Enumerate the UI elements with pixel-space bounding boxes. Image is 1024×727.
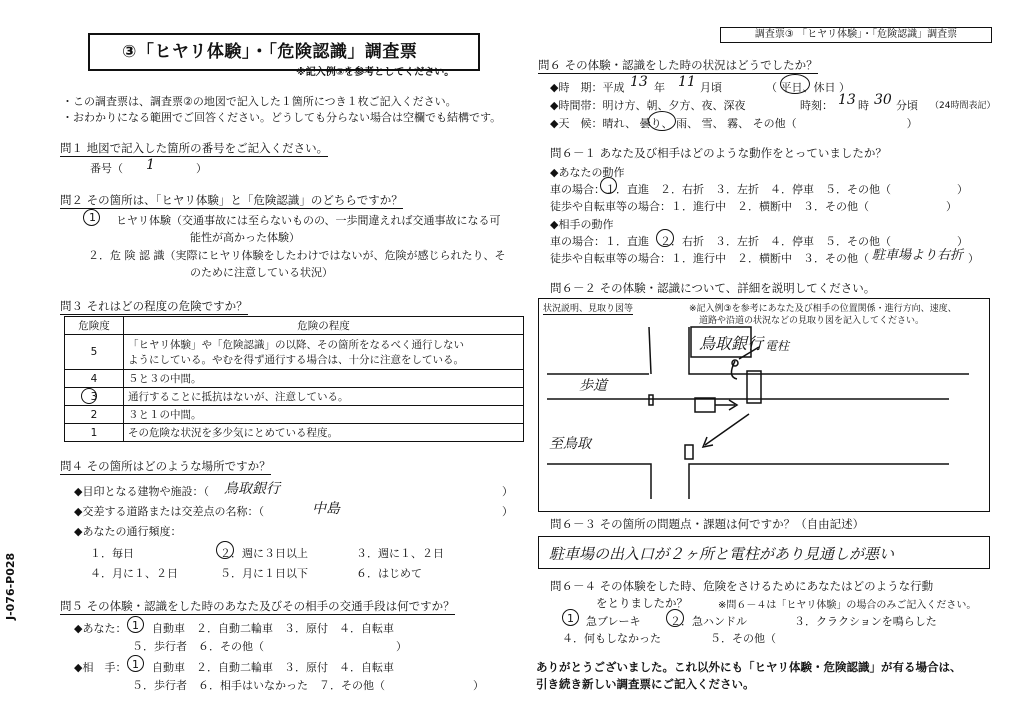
q5-other-label: ◆相 手： [74,661,127,674]
q6-1-you-heading: ◆あなたの動作 [550,166,625,179]
q6-4-option-3[interactable]: ３．クラクションを鳴らした [794,615,937,628]
q6-1-question: 問６－１ あなた及び相手はどのような動作をとっていましたか？ [550,146,887,160]
danger-level-table [64,316,524,442]
q2-option-2[interactable]: ２．危 険 認 識（実際にヒヤリ体験をしたわけではないが、危険が感じられたり、そ [88,249,506,262]
intro-line-1: ・この調査票は、調査票②の地図で記入した１箇所につき１枚ご記入ください。 [62,95,457,108]
q6-1-other-car[interactable]: 車の場合：１．直進 ２．右折 ３．左折 ４．停車 ５．その他（ ） [550,235,968,248]
footer-line-2: 引き続き新しい調査票にご記入ください。 [536,677,755,691]
sketch-box-title: 状況説明、見取り図等 [543,301,633,315]
desc-cell [124,335,524,370]
sketch-map-drawing [539,299,991,513]
q6-period-label[interactable]: ◆時間帯：明け方、朝、夕方、夜、深夜 [550,99,746,112]
q6-1-other-walk-close: ） [968,252,979,265]
col-header-level: 危険度 [65,317,124,335]
table-row[interactable] [65,406,524,424]
q6-clock-label: 時刻： [800,99,833,112]
to-tottori-label: 至鳥取 [549,436,591,452]
level-selected-circle [81,388,97,404]
q6-month-value[interactable]: 11 [678,74,696,90]
q6-clock-hour[interactable]: 13 [838,92,856,108]
desc-line-1: 「ヒヤリ体験」や「危険認識」の以降、その箇所をなるべく通行しない [128,339,464,351]
q6-3-answer: 駐車場の出入口が２ヶ所と電柱があり見通しが悪い [549,545,895,563]
q4-landmark-close: ） [502,485,513,498]
q5-other-row2[interactable]: ５．歩行者 ６．相手はいなかった ７．その他（ ） [132,679,484,692]
desc-cell: ５と３の中間。 [124,370,524,388]
pole-label: 電柱 [765,339,790,353]
q6-1-other-heading: ◆相手の動作 [550,218,614,231]
level-cell: 1 [65,424,124,442]
q6-year-value[interactable]: 13 [630,74,648,90]
q4-landmark-value[interactable]: 鳥取銀行 [224,481,280,497]
q6-1-other-right-circle [656,229,674,247]
q4-intersection-value[interactable]: 中島 [312,501,340,517]
q5-other-row1[interactable]: 自動車 ２．自動二輪車 ３．原付 ４．自転車 [152,661,394,674]
level-cell: 4 [65,370,124,388]
road-edge [689,464,949,499]
top-right-header: 調査票③ 「ヒヤリ体験」・「危険認識」調査票 [720,27,992,43]
sidewalk-label: 歩道 [579,378,607,394]
sketch-note-2: 道路や沿道の状況などの見取り図を記入してください。 [699,316,925,326]
vehicle-rect [747,371,761,403]
desc-cell: 通行することに抵抗はないが、注意している。 [124,388,524,406]
q6-2-question: 問６－２ その体験・認識について、詳細を説明してください。 [550,281,876,295]
freq-option-5[interactable]: ５．月に１日以下 [220,567,308,580]
q2-opt1-number: 1 [89,211,96,224]
q6-1-other-walk-value[interactable]: 駐車場より右折 [872,248,964,263]
q6-4-option-2[interactable]: ２．急ハンドル [670,615,747,628]
q6-4-option-1[interactable]: 急ブレーキ [586,615,641,628]
q6-clock-note: （24時間表記） [930,101,996,111]
q6-4-note: ※問６－４は「ヒヤリ体験」の場合のみご記入ください。 [718,600,977,611]
q6-4-question: 問６－４ その体験をした時、危険をさけるためにあなたはどのような行動 [550,579,934,593]
q2-option-1[interactable]: ヒヤリ体験（交通事故には至らないものの、一歩間違えれば交通事故になる可 [116,214,501,227]
q2-option-1-cont: 能性が高かった体験） [190,231,300,244]
q6-1-you-car[interactable]: 車の場合：１．直進 ２．右折 ３．左折 ４．停車 ５．その他（ ） [550,183,968,196]
q4-frequency-label: ◆あなたの通行頻度： [74,525,182,538]
freq-option-3[interactable]: ３．週に１、２日 [356,547,444,560]
pole-marker [732,360,738,366]
intro-line-2: ・おわかりになる範囲でご回答ください。どうしても分らない場合は空欄でも結構です。 [62,111,502,124]
q6-question: 問６ その体験・認識をした時の状況はどうでしたか？ [538,58,818,72]
q5-question: 問５ その体験・認識をした時のあなた及びその相手の交通手段は何ですか？ [60,599,455,613]
sketch-arrow [705,414,749,445]
q5-other-opt1-number: 1 [132,658,139,671]
q5-you-row2[interactable]: ５．歩行者 ６．その他（ ） [132,640,407,653]
sketch-map-box[interactable] [538,298,990,512]
q4-question: 問４ その箇所はどのような場所ですか？ [60,459,271,473]
q6-year-suffix: 年 [654,81,665,94]
q6-4-opt2-circle [666,609,684,627]
level-cell [65,388,124,406]
road-edge [649,327,651,374]
table-row[interactable] [65,424,524,442]
q6-3-answer-box[interactable] [538,536,990,569]
freq-selected-circle [216,541,234,559]
page-title: ③「ヒヤリ体験」・「危険認識」調査票 [122,42,418,62]
freq-option-1[interactable]: １．毎日 [90,547,134,560]
q2-option-2-cont: のために注意している状況） [190,266,333,279]
q1-question: 問１ 地図で記入した箇所の番号をご記入ください。 [60,141,329,155]
q1-close: ） [196,162,207,175]
sign-post [685,445,693,459]
table-row[interactable] [65,388,524,406]
q6-4-option-5[interactable]: ５．その他（ [710,632,776,645]
q6-1-you-straight-circle [600,177,617,194]
freq-option-6[interactable]: ６．はじめて [356,567,422,580]
q4-intersection-label: ◆交差する道路または交差点の名称：（ [74,505,264,518]
q6-4-option-4[interactable]: ４．何もしなかった [562,632,661,645]
freq-option-2[interactable]: ２．週に３日以上 [220,547,308,560]
side-code: J-076-P028 [4,552,17,620]
table-row[interactable] [65,370,524,388]
level-cell: 5 [65,335,124,370]
q5-you-label: ◆あなた： [74,622,127,635]
q6-weather[interactable]: ◆天 候：晴れ、 曇り、 雨、 雪、 霧、 その他（ ） [550,117,918,130]
q6-1-other-walk[interactable]: 徒歩や自転車等の場合：１．進行中 ２．横断中 ３．その他（ [550,252,869,265]
q6-4-question-cont: をとりましたか？ [596,596,688,610]
q4-intersection-close: ） [502,505,513,518]
desc-line-2: ようにしている。やむを得ず通行する場合は、十分に注意をしている。 [128,354,464,366]
road-edge [547,464,651,499]
col-header-desc: 危険の程度 [124,317,524,335]
q2-question: 問２ その箇所は、「ヒヤリ体験」と「危険認識」のどちらですか？ [60,193,403,207]
table-row[interactable] [65,335,524,370]
vehicle-rect [695,398,715,412]
q6-cloudy-circle [648,111,676,131]
q6-weekday-circle [780,74,810,94]
q5-you-opt1-number: 1 [132,619,139,632]
footer-line-1: ありがとうございました。これ以外にも「ヒヤリ体験・危険認識」が有る場合は、 [536,660,962,674]
freq-option-4[interactable]: ４．月に１、２日 [90,567,178,580]
q6-daytype[interactable]: （ 平日、休日 ） [766,81,850,94]
q6-4-opt1-number: 1 [567,612,574,625]
q6-clock-minute[interactable]: 30 [874,92,892,108]
q1-label: 番号（ [90,162,123,175]
q6-1-you-walk[interactable]: 徒歩や自転車等の場合：１．進行中 ２．横断中 ３．その他（ ） [550,200,957,213]
sign-post [649,395,653,405]
sketch-note-1: ※記入例③を参考にあなた及び相手の位置関係・進行方向、速度、 [689,304,957,314]
q6-clock-hour-suffix: 時 [858,99,869,112]
q5-you-row1[interactable]: 自動車 ２．自動二輪車 ３．原付 ４．自転車 [152,622,394,635]
q6-month-suffix: 月頃 [700,81,722,94]
q4-landmark-label: ◆目印となる建物や施設：（ [74,485,209,498]
desc-cell: その危険な状況を多少気にとめている程度。 [124,424,524,442]
q1-value[interactable]: 1 [146,157,155,173]
level-value: 3 [90,390,98,403]
title-subnote: ※記入例③を参考としてください。 [296,67,455,78]
q6-3-question: 問６－３ その箇所の問題点・課題は何ですか？（自由記述） [550,517,865,531]
bank-label: 鳥取銀行 [699,334,764,353]
level-cell: 2 [65,406,124,424]
q6-clock-minute-suffix: 分頃 [896,99,918,112]
q3-question: 問３ それはどの程度の危険ですか？ [60,299,248,313]
desc-cell: ３と１の中間。 [124,406,524,424]
q6-time-label: ◆時 期：平成 [550,81,625,94]
